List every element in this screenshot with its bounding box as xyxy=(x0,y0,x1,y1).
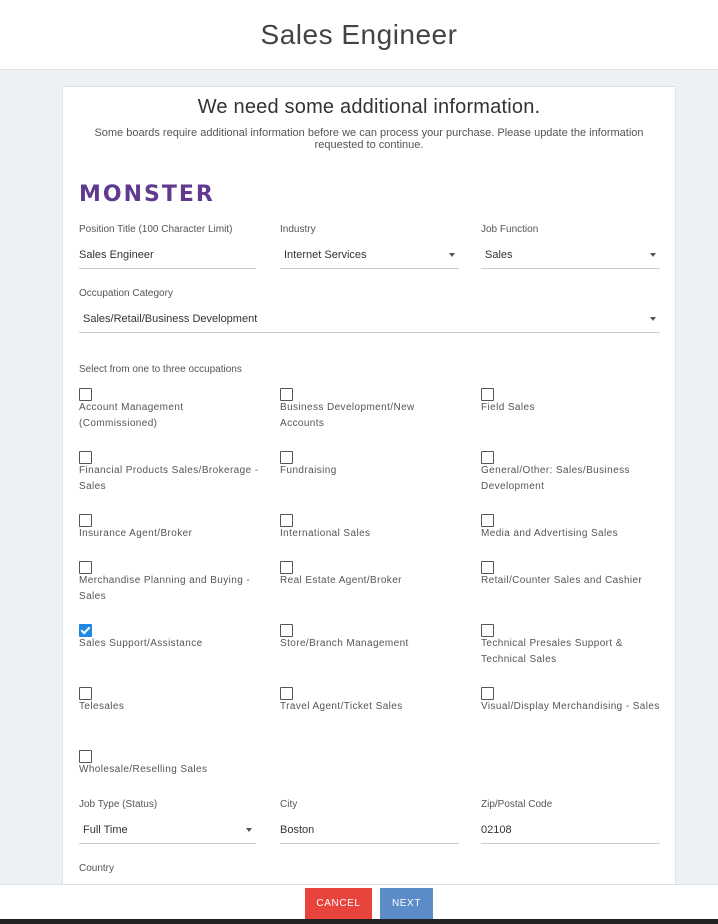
industry-select[interactable] xyxy=(280,241,459,269)
city-label: City xyxy=(280,799,298,810)
page-header xyxy=(0,0,718,70)
city-value: Boston xyxy=(280,823,315,836)
occupation-label[interactable]: Insurance Agent/Broker xyxy=(79,528,193,539)
card-subtitle: Some boards require additional information before we can process your purchase. Please update the information requested to continue. xyxy=(94,127,644,151)
next-button[interactable]: NEXT xyxy=(380,888,433,919)
position-title-label: Position Title (100 Character Limit) xyxy=(79,224,233,235)
page-title: Sales Engineer xyxy=(260,18,458,50)
industry-value: Internet Services xyxy=(284,248,367,261)
occupation-label[interactable]: Real Estate Agent/Broker xyxy=(280,575,402,586)
city-input[interactable] xyxy=(280,816,459,844)
occupation-category-select[interactable] xyxy=(79,305,660,333)
job-type-select[interactable] xyxy=(79,816,256,844)
occupation-label[interactable]: Travel Agent/Ticket Sales xyxy=(280,701,403,712)
occupation-label[interactable]: Technical Presales Support & Technical Sales xyxy=(481,638,623,665)
zip-value: 02108 xyxy=(481,823,512,836)
occupation-category-value: Sales/Retail/Business Development xyxy=(83,312,258,325)
occupation-label[interactable]: Visual/Display Merchandising - Sales xyxy=(481,701,660,712)
occupation-label[interactable]: International Sales xyxy=(280,528,371,539)
chevron-down-icon xyxy=(650,253,656,257)
chevron-down-icon xyxy=(650,317,656,321)
occupation-label[interactable]: General/Other: Sales/Business Development xyxy=(481,465,630,492)
position-title-value: Sales Engineer xyxy=(79,248,154,261)
job-type-label: Job Type (Status) xyxy=(79,799,158,810)
job-type-value: Full Time xyxy=(83,823,128,836)
chevron-down-icon xyxy=(246,828,252,832)
window-bottom-edge xyxy=(0,919,718,924)
occupation-label[interactable]: Field Sales xyxy=(481,402,535,413)
country-label: Country xyxy=(79,863,115,874)
occupation-label[interactable]: Telesales xyxy=(79,701,125,712)
zip-input[interactable] xyxy=(481,816,660,844)
occupation-label[interactable]: Business Development/New Accounts xyxy=(280,402,415,429)
occupation-category-label: Occupation Category xyxy=(79,288,173,299)
occupation-label[interactable]: Merchandise Planning and Buying - Sales xyxy=(79,575,251,602)
additional-info-card xyxy=(62,86,676,906)
chevron-down-icon xyxy=(449,253,455,257)
monster-logo: MONSTER xyxy=(79,182,215,207)
occupation-label[interactable]: Account Management (Commissioned) xyxy=(79,402,184,429)
occupation-label[interactable]: Sales Support/Assistance xyxy=(79,638,203,649)
occupation-label[interactable]: Retail/Counter Sales and Cashier xyxy=(481,575,643,586)
occupation-label[interactable]: Fundraising xyxy=(280,465,337,476)
job-function-select[interactable] xyxy=(481,241,660,269)
occupations-label: Select from one to three occupations xyxy=(79,364,242,375)
occupation-label[interactable]: Store/Branch Management xyxy=(280,638,409,649)
industry-label: Industry xyxy=(280,224,316,235)
cancel-button[interactable]: CANCEL xyxy=(305,888,372,919)
job-function-value: Sales xyxy=(485,248,513,261)
card-title: We need some additional information. xyxy=(197,96,541,118)
job-function-label: Job Function xyxy=(481,224,539,235)
occupation-label[interactable]: Media and Advertising Sales xyxy=(481,528,618,539)
occupation-label[interactable]: Wholesale/Reselling Sales xyxy=(79,764,208,775)
zip-label: Zip/Postal Code xyxy=(481,799,553,810)
position-title-input[interactable] xyxy=(79,241,256,269)
occupation-label[interactable]: Financial Products Sales/Brokerage - Sales xyxy=(79,465,259,492)
